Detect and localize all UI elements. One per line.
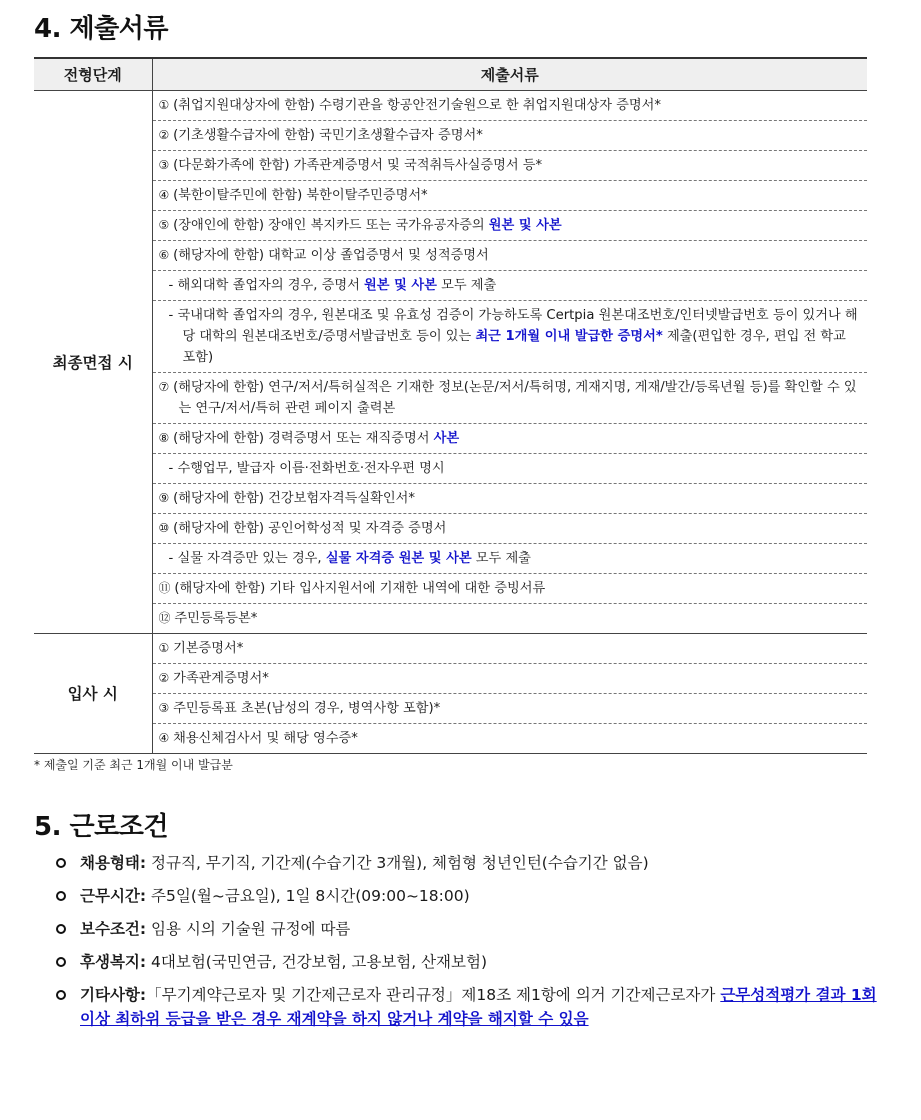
- table-row: [34, 150, 867, 180]
- documents-table: [34, 57, 867, 754]
- item-text: (취업지원대상자에 한함) 수령기관을 항공안전기술원으로 한 취업지원대상자 증명서*: [173, 97, 661, 113]
- condition-text: 4대보험(국민연금, 건강보험, 고용보험, 산재보험): [146, 953, 488, 971]
- emphasis-text: 원본 및 사본: [364, 277, 437, 293]
- table-row: [34, 300, 867, 372]
- table-row: [34, 573, 867, 603]
- document-sub-item: [152, 543, 867, 573]
- item-text: (장애인에 한함) 장애인 복지카드 또는 국가유공자증의: [173, 217, 489, 233]
- document-item: [152, 180, 867, 210]
- bullet-circle-icon: [56, 858, 66, 868]
- document-item: [152, 693, 867, 723]
- table-row: [34, 543, 867, 573]
- item-text: - 실물 자격증만 있는 경우,: [168, 550, 326, 566]
- table-row: [34, 663, 867, 693]
- table-row: [34, 270, 867, 300]
- condition-item: [56, 983, 888, 1031]
- document-item: [152, 513, 867, 543]
- item-text: (해당자에 한함) 경력증명서 또는 재직증명서: [173, 430, 434, 446]
- item-text: ⑥: [158, 247, 174, 262]
- table-row: [34, 423, 867, 453]
- item-text: ⑤: [158, 217, 174, 232]
- item-text: (해당자에 한함) 연구/저서/특허실적은 기재한 정보(논문/저서/특허명, 게재지명, 게재/발간/등록년월 등)를 확인할 수 있는 연구/저서/특허 관련 페이지 출력본: [173, 379, 857, 416]
- document-item: [152, 663, 867, 693]
- document-item: [152, 723, 867, 753]
- table-row: [34, 633, 867, 663]
- working-conditions-list: [56, 851, 888, 1040]
- table-row: [34, 210, 867, 240]
- item-text: 기본증명서*: [173, 640, 244, 656]
- footnote: * 제출일 기준 최근 1개월 이내 발급분: [34, 758, 233, 772]
- table-header-row: [34, 58, 867, 90]
- document-item: [152, 603, 867, 633]
- contract-termination-notice: 근무성적평가 결과 1회 이상 최하위 등급을 받은 경우 재계약을 하지 않거나 계약을 해지할 수 있음: [80, 986, 877, 1028]
- condition-label: 후생복지:: [80, 953, 147, 971]
- header-documents: 제출서류: [152, 58, 867, 90]
- table-row: [34, 693, 867, 723]
- document-sub-item: [152, 300, 867, 372]
- document-item: [152, 150, 867, 180]
- item-text: 주민등록표 초본(남성의 경우, 병역사항 포함)*: [173, 700, 441, 716]
- item-text: ③: [158, 157, 174, 172]
- item-text: ⑩: [158, 520, 174, 535]
- emphasis-text: 사본: [433, 430, 460, 446]
- emphasis-text: 최근 1개월 이내 발급한 증명서*: [475, 328, 663, 344]
- bullet-circle-icon: [56, 891, 66, 901]
- item-text: - 국내대학 졸업자의 경우, 원본대조 및 유효성 검증이 가능하도록 Certpia 원본대조번호/인터넷발급번호 등이 있거나 해당 대학의 원본대조번호/증명서발급번호 등이 있는: [168, 307, 858, 344]
- item-text: ②: [158, 670, 174, 685]
- item-text: (해당자에 한함) 건강보험자격득실확인서*: [173, 490, 415, 506]
- table-row: [34, 603, 867, 633]
- item-text: ①: [158, 640, 174, 655]
- item-text: ⑦: [158, 379, 174, 394]
- item-text: 가족관계증명서*: [173, 670, 269, 686]
- item-text: (다문화가족에 한함) 가족관계증명서 및 국적취득사실증명서 등*: [173, 157, 543, 173]
- bullet-circle-icon: [56, 990, 66, 1000]
- header-stage: 전형단계: [34, 58, 152, 90]
- item-text: ③: [158, 700, 174, 715]
- table-row: [34, 180, 867, 210]
- condition-label: 보수조건:: [80, 920, 147, 938]
- item-text: ②: [158, 127, 174, 142]
- item-text: ⑨: [158, 490, 174, 505]
- item-text: ⑫: [158, 610, 175, 625]
- condition-item: [56, 884, 888, 908]
- item-text: 주민등록등본*: [174, 610, 258, 626]
- document-item: [152, 90, 867, 120]
- table-row: [34, 513, 867, 543]
- table-row: [34, 120, 867, 150]
- condition-text: 정규직, 무기직, 기간제(수습기간 3개월), 체험형 청년인턴(수습기간 없음): [146, 854, 649, 872]
- item-text: 모두 제출: [436, 277, 497, 293]
- table-row: [34, 90, 867, 120]
- item-text: (해당자에 한함) 대학교 이상 졸업증명서 및 성적증명서: [173, 247, 489, 263]
- item-text: (해당자에 한함) 기타 입사지원서에 기재한 내역에 대한 증빙서류: [174, 580, 546, 596]
- condition-label: 기타사항:: [80, 986, 147, 1004]
- condition-label: 채용형태:: [80, 854, 147, 872]
- item-text: 제출(편입한 경우, 편입 전 학교 포함): [182, 328, 846, 365]
- item-text: (해당자에 한함) 공인어학성적 및 자격증 증명서: [173, 520, 447, 536]
- document-item: [152, 120, 867, 150]
- document-item: [152, 240, 867, 270]
- bullet-circle-icon: [56, 924, 66, 934]
- bullet-circle-icon: [56, 957, 66, 967]
- table-row: [34, 723, 867, 753]
- condition-item: [56, 851, 888, 875]
- condition-item: [56, 950, 888, 974]
- stage-cell: 입사 시: [34, 633, 152, 753]
- item-text: - 수행업무, 발급자 이름·전화번호·전자우편 명시: [168, 460, 445, 476]
- document-item: [152, 573, 867, 603]
- item-text: - 해외대학 졸업자의 경우, 증명서: [168, 277, 365, 293]
- table-row: [34, 483, 867, 513]
- emphasis-text: 실물 자격증 원본 및 사본: [325, 550, 472, 566]
- item-text: ①: [158, 97, 174, 112]
- document-item: [152, 210, 867, 240]
- stage-cell: 최종면접 시: [34, 90, 152, 633]
- section-4-title: 4. 제출서류: [34, 14, 168, 44]
- section-5-title: 5. 근로조건: [34, 812, 168, 842]
- condition-text: 임용 시의 기술원 규정에 따름: [146, 920, 351, 938]
- item-text: ④: [158, 730, 174, 745]
- item-text: ④: [158, 187, 174, 202]
- item-text: 모두 제출: [471, 550, 531, 566]
- item-text: ⑪: [158, 580, 175, 595]
- condition-text: 주5일(월~금요일), 1일 8시간(09:00~18:00): [146, 887, 470, 905]
- emphasis-text: 원본 및 사본: [488, 217, 562, 233]
- condition-label: 근무시간:: [80, 887, 147, 905]
- item-text: (기초생활수급자에 한함) 국민기초생활수급자 증명서*: [173, 127, 483, 143]
- item-text: (북한이탈주민에 한함) 북한이탈주민증명서*: [173, 187, 428, 203]
- table-row: [34, 240, 867, 270]
- document-item: [152, 633, 867, 663]
- item-text: ⑧: [158, 430, 174, 445]
- table-row: [34, 372, 867, 423]
- condition-text: 「무기계약근로자 및 기간제근로자 관리규정」제18조 제1항에 의거 기간제근로자가: [146, 986, 721, 1004]
- document-sub-item: [152, 270, 867, 300]
- document-item: [152, 483, 867, 513]
- document-sub-item: [152, 453, 867, 483]
- document-item: [152, 372, 867, 423]
- condition-item: [56, 917, 888, 941]
- item-text: 채용신체검사서 및 해당 영수증*: [173, 730, 358, 746]
- document-item: [152, 423, 867, 453]
- table-row: [34, 453, 867, 483]
